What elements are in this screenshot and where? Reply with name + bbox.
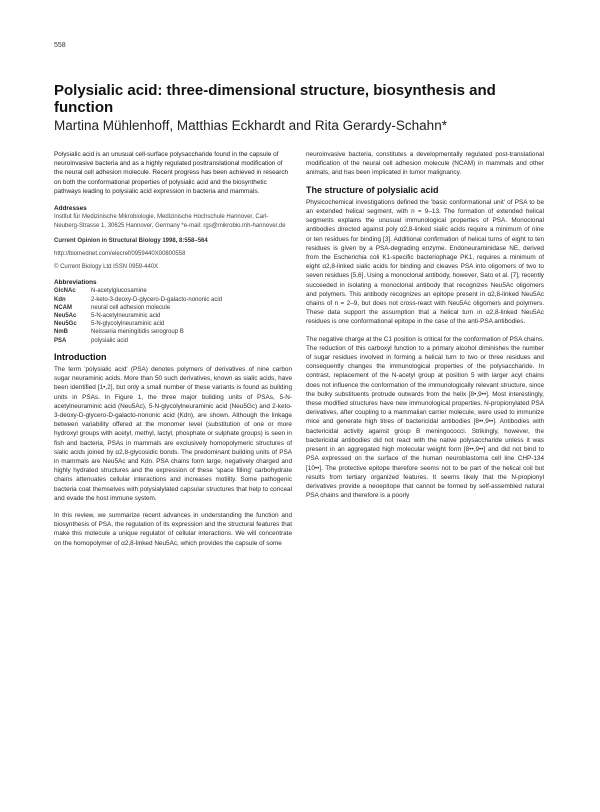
intro-paragraph: The term 'polysialic acid' (PSA) denotes polymers of derivatives of nine carbon sugar neuraminic acids. More than 50 such derivatives, known as sialic acids, have been identified [1•,2], but only a small number of these variants is found as building units in PSAs. In Figure 1, the three major building units of PSAs, 5-N-acetylneuraminic acid (Neu5Ac), 5-N-glycolylneuraminic acid (Neu5Gc) and 2-keto-3-deoxy-D-glycero-D-galacto-nononic acid (Kdn), are shown. Although the linkage between variability offered at the monomer level (substitution of one or more hydroxyl groups with acetyl, methyl, lactyl, phosphate or sulphate groups) is seen in fish and bacteria, PSAs in mammals are exclusively homopolymeric structures of sialic acids joined by α2,8-glycosidic bonds. The predominant building units of PSA in mammals are Neu5Ac and Kdn. PSA chains form large, negatively charged and highly hydrated structures and the expression of these 'space filling' carbohydrate chains attenuates cellular interactions and increases motility. Some pathogenic bacteria coat themselves with polysialylated capsular structures that help to conceal and evade the host immune system. (54, 366, 292, 502)
abbreviation-row (54, 296, 222, 304)
copyright-line: © Current Biology Ltd ISSN 0959-440X (54, 263, 159, 270)
structure-paragraph: The negative charge at the C1 position is critical for the conformation of PSA chains. The reduction of this carboxyl function to a primary alcohol diminishes the number of sugar residues involved in forming a helical turn to two or three residues and consequently changes the immunological properties of the polysaccharide. In contrast, replacement of the N-acetyl group at position 5 with larger acyl chains does not influence the conformation of the immunologically relevant structure, since the bulky substituents protrude outwards from the helix [8•,9••]. Most interestingly, these modified structures have new immunological properties. N-propionylated PSA derivatives, after coupling to a mammalian carrier molecule, were used to immunize mice and generate high titres of bactericidal antibodies [8••,9••]. Antibodies with bactericidal activity against group B meningococci. Strikingly, however, the bactericidal antibodies did not react with the native polysaccharide unless it was present in an aggregated high molecular weight form [8••,9••] and did not bind to PSA expressed on the surface of the human neuroblastoma cell line CHP-134 [10••]. The protective epitope therefore seems not to be part of the helical coil but results from tertiary organized features. It seems likely that the N-propionyl derivatives provide a neoepitope that cannot be formed by self-assembled natural PSA chains and therefore is a poorly (306, 335, 545, 500)
continuation-paragraph: neuroinvasive bacteria, constitutes a developmentally regulated post-translational modification of the neural cell adhesion molecule (NCAM) in mammals and other animals, and has been implicated in tumor malignancy. (306, 151, 544, 177)
citation-url[interactable]: http://biomednet.com/elecref/0959440X00800558 (54, 251, 186, 257)
abbreviation-value: 2-keto-3-deoxy-D-glycero-D-galacto-nononic acid (91, 296, 223, 303)
page-number: 558 (54, 42, 66, 49)
abstract: Polysialic acid is an unusual cell-surface polysaccharide found in the capsule of neuroinvasive bacteria and as a highly regulated posttranslational modification of the neural cell adhesion molecule. Recent progress has been achieved in research on both the conformational properties of polysialic acid and the biosynthetic pathways leading to polysialic acid expression in bacteria and mammals. (54, 151, 289, 195)
citation-journal: Current Opinion in Structural Biology 1998, 8:558–564 (54, 238, 208, 245)
abbreviation-row (54, 304, 222, 312)
abbreviation-row (54, 320, 222, 328)
article-authors: Martina Mühlenhoff, Matthias Eckhardt and Rita Gerardy-Schahn* (54, 118, 447, 133)
abbreviation-key: NmB (54, 329, 69, 336)
abbreviation-key: PSA (54, 337, 67, 344)
abbreviation-row (54, 312, 222, 320)
intro-heading: Introduction (54, 351, 107, 362)
abbreviation-value: neural cell adhesion molecule (91, 304, 171, 311)
abbreviation-value: Neisseria meningitidis serogroup B (91, 329, 184, 336)
abbreviation-value: 5-N-acetylneuraminic acid (91, 313, 161, 319)
abbreviation-value: 5-N-glycolylneuraminic acid (91, 321, 165, 328)
left-column (54, 150, 292, 556)
abbreviation-value: N-acetylglucosamine (91, 288, 147, 295)
addresses-label: Addresses (54, 205, 87, 213)
structure-paragraph: Physicochemical investigations defined the 'basic conformational unit' of PSA to be an extended helical segment, with n = 9–13. The formation of extended helical segments explains the unusual immunological properties of PSA. Monoclonal antibodies directed against poly α2,8-linked sialic acids require a minimum of nine or ten residues for binding [3]. Additional confirmation of helical turns of eight to ten residues is given by a PSA-degrading enzyme. Endoneuraminidase NE, derived from the Escherichia coli K1-specific bacteriophage PK1, requires a minimum of eight α2,8-linked sialic acids for binding and cleaves PSA into oligomers of two to seven residues [5,6]. Using a monoclonal antibody, however, Sato et al. [7], recently succeeded in isolating a monoclonal antibody that recognizes Neu5Ac oligomers and polymers. This antibody recognizes an epitope present in α2,8-linked Neu5Ac chains of n = 2–9, but does not cross-react with Neu5Ac oligomers and polymers. These data support the assumption that a helical turn in α2,8-linked Neu5Ac residues is one conformational epitope in the case of the anti-PSA antibodies. (306, 198, 544, 326)
intro-paragraph: In this review, we summarize recent advances in understanding the function and biosynthesis of PSA, the regulation of its expression and the structural features that make this molecule a unique regulator of cellular interactions. We will concentrate on the homopolymer of α2,8-linked Neu5Ac, which provides the capsule of some (54, 512, 292, 547)
addresses-text: Institut für Medizinische Mikrobiologie, Medizinische Hochschule Hannover, Carl-Neuberg-Strasse 1, 30625 Hannover, Germany *e-mail: rgs@mikrobio.mh-hannover.de (54, 214, 286, 229)
article-title: Polysialic acid: three-dimensional structure, biosynthesis and function (54, 82, 496, 116)
abbreviation-value: polysialic acid (91, 337, 129, 344)
abbreviation-row (54, 328, 222, 336)
abbreviation-key: NCAM (54, 304, 72, 311)
abbreviations-table (54, 287, 222, 344)
abbreviation-key: Neu5Ac (54, 313, 77, 319)
abbreviation-key: GlcNAc (54, 288, 76, 295)
abbreviations-label: Abbreviations (54, 279, 97, 287)
abbreviation-key: Neu5Gc (54, 321, 77, 328)
right-column (306, 150, 544, 508)
structure-heading: The structure of polysialic acid (306, 184, 439, 195)
abbreviation-row (54, 337, 222, 345)
abbreviation-key: Kdn (54, 296, 66, 303)
abbreviation-row (54, 287, 222, 295)
